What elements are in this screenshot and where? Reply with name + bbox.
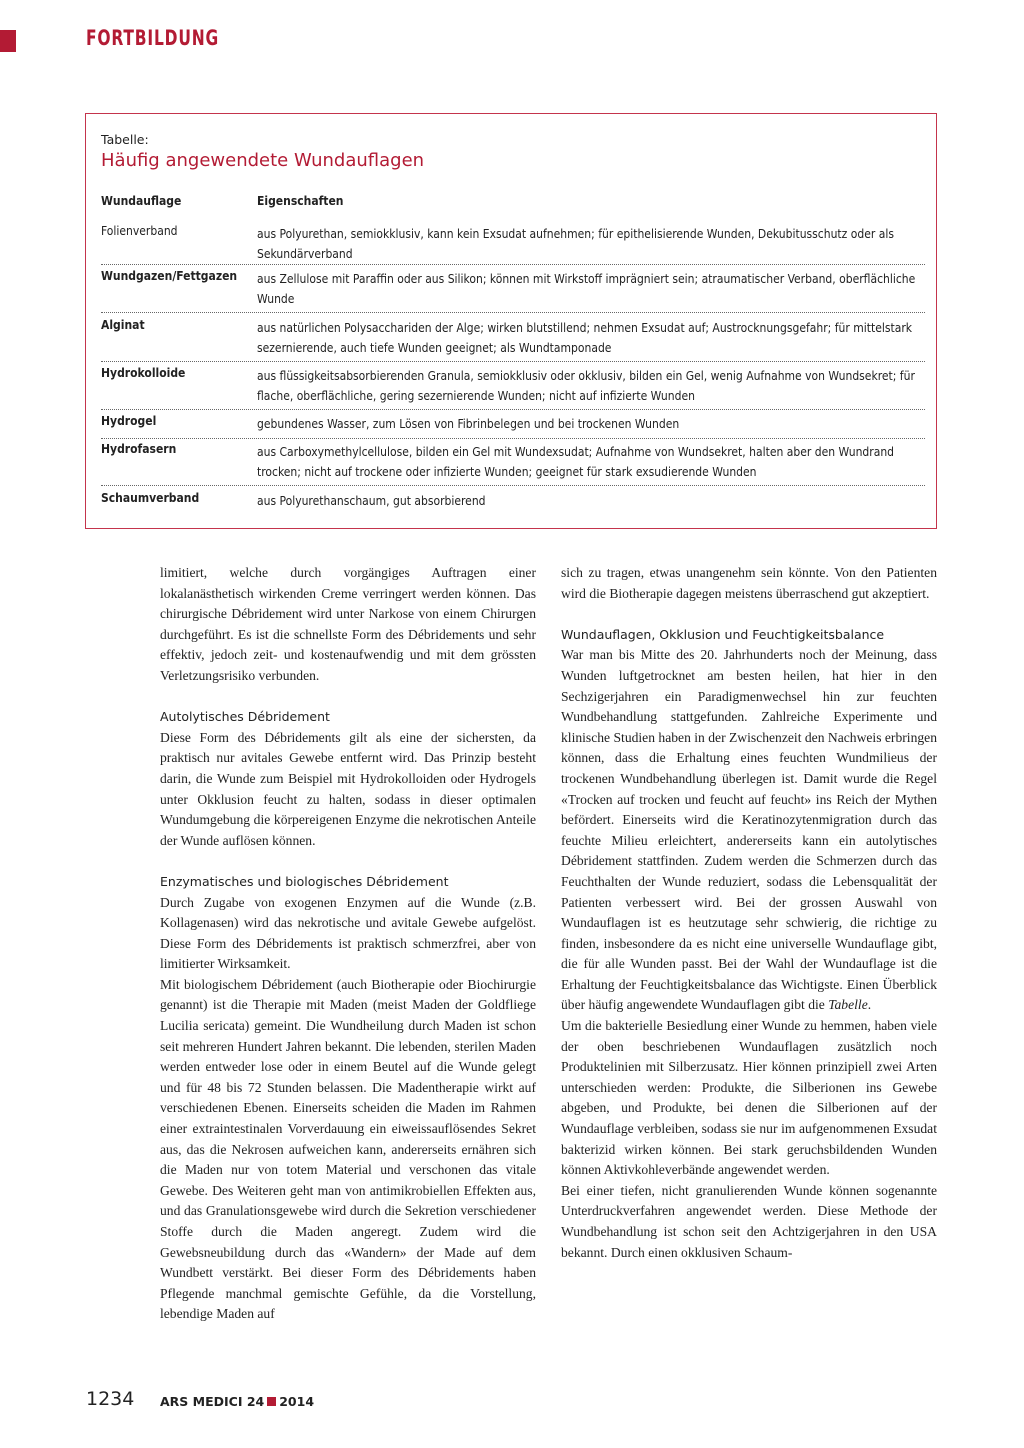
right-column [561,563,937,1263]
section-marker [0,30,16,52]
journal-name: ARS MEDICI 24 [160,1394,265,1409]
row-desc: aus Polyurethanschaum, gut absorbierend [257,494,486,508]
row-divider [101,409,925,410]
journal-reference [160,1394,314,1409]
table-box [85,113,937,529]
table-label: Tabelle: [101,132,149,147]
page-number: 1234 [86,1388,135,1410]
row-desc: aus Polyurethan, semiokklusiv, kann kein Exsudat aufnehmen; für epithelisierende Wunden, Dekubitusschutz oder als Sekundärverband [257,227,894,261]
row-name: Alginat [101,318,145,332]
row-name: Hydrokolloide [101,366,186,380]
row-desc: aus natürlichen Polysacchariden der Alge; wirken blutstillend; nehmen Exsudat auf; Austrocknungsgefahr; für mittelstark sezernierende, auch tiefe Wunden geeignet; als Wundtamponade [257,321,913,355]
row-name: Wundgazen/Fettgazen [101,269,238,283]
row-desc: aus Carboxymethylcellulose, bilden ein Gel mit Wundexsudat; Aufnahme von Wundsekret, halten aber den Wundrand trocken; nicht auf trockene oder infizierte Wunden; geeignet für stark exsudierende Wunden [257,445,895,479]
paragraph: limitiert, welche durch vorgängiges Auftragen einer lokalanästhetisch wirkenden Creme verringert werden können. Das chirurgische Débridement wird unter Narkose von einem Chirurgen durchgeführt. Es ist die schnellste Form des Débridements und sehr effektiv, jedoch zeit- und kostenaufwendig und mit dem grössten Verletzungsrisiko verbunden. [160,565,536,683]
row-divider [101,312,925,313]
table-reference: Tabelle [828,997,868,1013]
paragraph: Um die bakterielle Besiedlung einer Wunde zu hemmen, haben viele der oben beschriebenen Wundauflagen zusätzlich noch Produktelinien mit Silberzusatz. Hier können prinzipiell zwei Arten unterschieden werden: Produkte, die Silberionen ins Gewebe abgeben, und Produkte, bei denen die Silberionen auf der Wundauflage verbleiben, sodass sie nur im aufgenommenen Exsudat bakterizid wirken können. Bei stark geruchsbildenden Wunden können Aktivkohleverbände angewendet werden. [561,1018,937,1178]
separator-square [267,1397,276,1406]
row-desc: aus Zellulose mit Paraffin oder aus Silikon; können mit Wirkstoff imprägniert sein; atraumatischer Verband, oberflächliche Wunde [257,272,916,306]
row-divider [101,264,925,265]
journal-year: 2014 [279,1394,315,1409]
paragraph: Durch Zugabe von exogenen Enzymen auf die Wunde (z.B. Kollagenasen) wird das nekrotische und avitale Gewebe aufgelöst. Diese Form des Débridements ist praktisch schmerzfrei, aber von limitierter Wirksamkeit. [160,894,536,972]
subheading-enzymatisch: Enzymatisches und biologisches Débridement [160,873,449,889]
paragraph: Mit biologischem Débridement (auch Biotherapie oder Biochirurgie genannt) ist die Therapie mit Maden (meist Maden der Goldfliege Lucilia sericata) gemeint. Die Wundheilung durch Maden ist schon seit mehreren Hundert Jahren bekannt. Die lebenden, sterilen Maden werden entweder lose oder in einem Beutel auf die Wunde gelegt und für 48 bis 72 Stunden belassen. Die Madentherapie wirkt auf verschiedenen Ebenen. Einerseits scheiden die Maden im Rahmen einer extraintestinalen Vorverdauung ein eiweissauflösendes Sekret aus, das die Nekrosen aufweichen kann, andererseits ernähren sich die Maden nur von totem Material und verschonen das vitale Gewebe. Des Weiteren geht man von antimikrobiellen Effekten aus, und das Granulationsgewebe wird durch die Sekretion verschiedener Stoffe durch die Maden angeregt. Zudem wird die Gewebsneubildung durch das «Wandern» der Made auf dem Wundbett verstärkt. Bei dieser Form des Débridements haben Pflegende manchmal gemischte Gefühle, da die Vorstellung, lebendige Maden auf [160,976,536,1322]
left-column [160,563,536,1325]
paragraph: Bei einer tiefen, nicht granulierenden Wunde können sogenannte Unterdruckverfahren angewendet werden. Diese Methode der Wundbehandlung ist schon seit den Achtzigerjahren in den USA bekannt. Durch einen okklusiven Schaum- [561,1182,937,1260]
paragraph [561,645,937,1016]
paragraph-text: . [867,997,872,1013]
row-name: Hydrogel [101,414,157,428]
subheading-autolytisch: Autolytisches Débridement [160,709,330,725]
section-title: FORTBILDUNG [86,26,220,50]
paragraph-text: War man bis Mitte des 20. Jahrhunderts noch der Meinung, dass Wunden luftgetrocknet am besten heilen, hat hier in den Sechzigerjahren ein Paradigmenwechsel hin zur feuchten Wundbehandlung stattgefunden. Zahlreiche Experimente und klinische Studien haben in der Zwischenzeit den Nachweis erbringen können, dass die Erhaltung eines feuchten Wundmilieus der trockenen Wundbehandlung überlegen ist. Damit wurde die Regel «Trocken auf trocken und feucht auf feucht» ins Reich der Mythen befördert. Einerseits wird die Keratinozytenmigration durch das feuchte Milieu erleichtert, andererseits kann ein autolytisches Débridement stattfinden. Zudem werden die Schmerzen durch das Feuchthalten der Wunde reduziert, sodass die Lebensqualität der Patienten verbessert wird. Bei der grossen Auswahl von Wundauflagen ist es heutzutage sehr schwierig, die richtige zu finden, insbesondere da es nicht eine universelle Wundauflage gibt, die für alle Wunden passt. Bei der Wahl der Wundauflage ist die Erhaltung der Feuchtigkeitsbalance das Wichtigste. Einen Überblick über häufig angewendete Wundauflagen gibt die [561,647,937,1013]
row-name: Hydrofasern [101,442,177,456]
row-name: Folienverband [101,224,178,238]
table-header-eigenschaften: Eigenschaften [257,194,344,208]
row-desc: aus flüssigkeitsabsorbierenden Granula, semiokklusiv oder okklusiv, bilden ein Gel, wenig Aufnahme von Wundsekret; für flache, oberflächliche, gering sezernierende Wunden; nicht auf infizierte Wunden [257,369,915,403]
paragraph: Diese Form des Débridements gilt als eine der sichersten, da praktisch nur avitales Gewebe entfernt wird. Das Prinzip besteht darin, die Wunde zum Beispiel mit Hydrokolloiden oder Hydrogels unter Okklusion feucht zu halten, sodass in dieser optimalen Wundumgebung die körpereigenen Enzyme die nekrotischen Anteile der Wunde auflösen können. [160,729,536,848]
subheading-wundauflagen: Wundauflagen, Okklusion und Feuchtigkeitsbalance [561,626,885,642]
row-name: Schaumverband [101,491,200,505]
row-divider [101,361,925,362]
table-title: Häufig angewendete Wundauflagen [101,150,425,171]
table-header-wundauflage: Wundauflage [101,194,182,208]
paragraph: sich zu tragen, etwas unangenehm sein könnte. Von den Patienten wird die Biotherapie dagegen meistens überraschend gut akzeptiert. [561,565,937,601]
row-divider [101,438,925,439]
row-desc: gebundenes Wasser, zum Lösen von Fibrinbelegen und bei trockenen Wunden [257,417,680,431]
row-divider [101,485,925,486]
